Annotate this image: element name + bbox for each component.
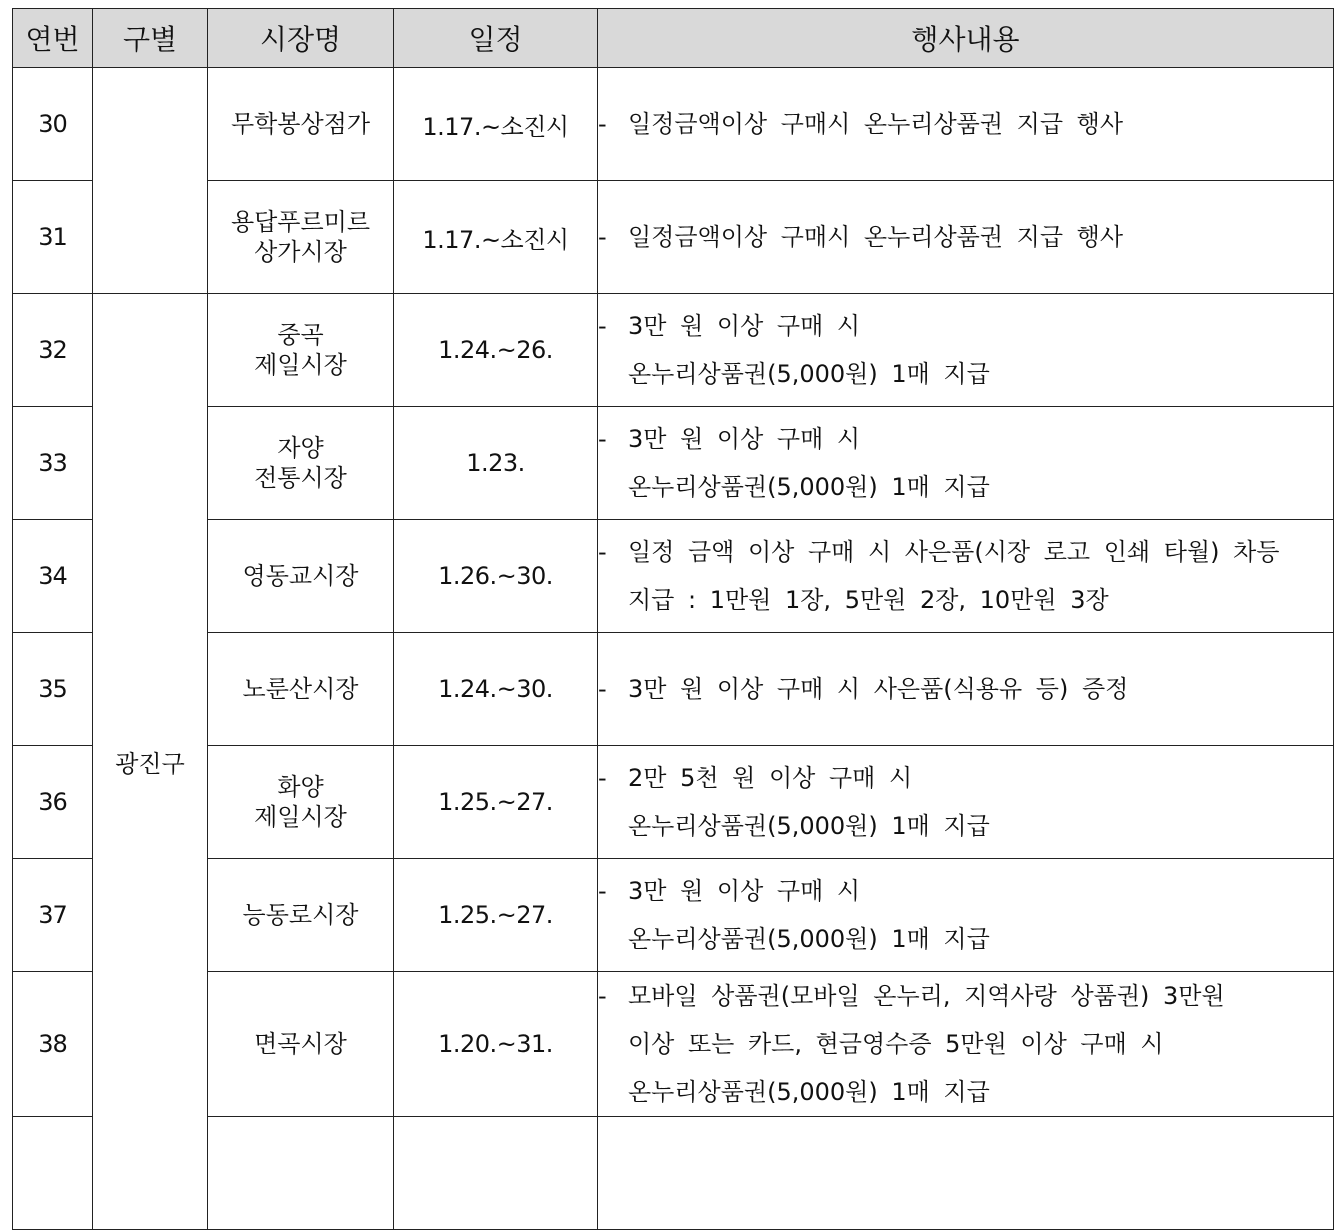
event-line: - 모바일 상품권(모바일 온누리, 지역사랑 상품권) 3만원 (598, 972, 1333, 1020)
market-name (208, 746, 394, 859)
table-row (13, 181, 1334, 294)
header-market: 시장명 (208, 9, 394, 68)
table-row (13, 520, 1334, 633)
schedule: 1.20.~31. (394, 972, 598, 1117)
empty-cell (208, 1117, 394, 1230)
row-number: 34 (13, 520, 93, 633)
event-line: 온누리상품권(5,000원) 1매 지급 (628, 473, 990, 501)
market-name-line: 능동로시장 (242, 901, 359, 929)
market-name (208, 181, 394, 294)
header-event: 행사내용 (598, 9, 1334, 68)
schedule: 1.17.~소진시 (394, 181, 598, 294)
market-name-line: 제일시장 (254, 803, 347, 831)
market-name-line: 화양 (277, 773, 324, 801)
market-name-line: 제일시장 (254, 351, 347, 379)
event-description (598, 746, 1334, 859)
market-name-line: 자양 (277, 434, 324, 462)
event-line: - 일정금액이상 구매시 온누리상품권 지급 행사 (598, 100, 1333, 148)
event-description (598, 972, 1334, 1117)
event-line: 온누리상품권(5,000원) 1매 지급 (628, 925, 990, 953)
event-description (598, 181, 1334, 294)
empty-cell (394, 1117, 598, 1230)
event-description (598, 633, 1334, 746)
row-number: 30 (13, 68, 93, 181)
table-row (13, 972, 1334, 1117)
event-description (598, 68, 1334, 181)
table-row (13, 68, 1334, 181)
header-no: 연번 (13, 9, 93, 68)
event-line: - 2만 5천 원 이상 구매 시 (598, 754, 1333, 802)
row-number: 35 (13, 633, 93, 746)
schedule: 1.26.~30. (394, 520, 598, 633)
row-number: 31 (13, 181, 93, 294)
market-name-line: 영동교시장 (242, 562, 359, 590)
market-name (208, 407, 394, 520)
schedule: 1.24.~30. (394, 633, 598, 746)
event-line: 온누리상품권(5,000원) 1매 지급 (628, 812, 990, 840)
market-name (208, 68, 394, 181)
market-name-line: 무학봉상점가 (230, 110, 371, 138)
event-description (598, 520, 1334, 633)
event-line: - 3만 원 이상 구매 시 (598, 302, 1333, 350)
schedule: 1.25.~27. (394, 859, 598, 972)
table-row (13, 294, 1334, 407)
table-body (13, 68, 1334, 1230)
event-line: - 3만 원 이상 구매 시 사은품(식용유 등) 증정 (598, 665, 1333, 713)
market-name-line: 전통시장 (254, 464, 347, 492)
row-number: 32 (13, 294, 93, 407)
market-name (208, 294, 394, 407)
market-name-line: 노룬산시장 (242, 675, 359, 703)
row-number: 33 (13, 407, 93, 520)
schedule: 1.24.~26. (394, 294, 598, 407)
header-row (13, 9, 1334, 68)
market-name (208, 972, 394, 1117)
event-line: 이상 또는 카드, 현금영수증 5만원 이상 구매 시 (628, 1030, 1164, 1058)
table-row (13, 407, 1334, 520)
empty-cell (598, 1117, 1334, 1230)
event-description (598, 407, 1334, 520)
row-number: 37 (13, 859, 93, 972)
event-line: - 일정 금액 이상 구매 시 사은품(시장 로고 인쇄 타월) 차등 (598, 528, 1333, 576)
market-name-line: 면곡시장 (254, 1030, 347, 1058)
event-line: - 3만 원 이상 구매 시 (598, 867, 1333, 915)
market-name (208, 859, 394, 972)
event-description (598, 859, 1334, 972)
market-name (208, 520, 394, 633)
market-event-table (12, 8, 1334, 1230)
market-name-line: 중곡 (277, 321, 324, 349)
table-row (13, 859, 1334, 972)
event-line: 온누리상품권(5,000원) 1매 지급 (628, 1078, 990, 1106)
market-name-line: 상가시장 (254, 238, 347, 266)
table-row (13, 633, 1334, 746)
schedule: 1.23. (394, 407, 598, 520)
event-line: 온누리상품권(5,000원) 1매 지급 (628, 360, 990, 388)
event-description (598, 294, 1334, 407)
schedule: 1.25.~27. (394, 746, 598, 859)
table-row (13, 746, 1334, 859)
header-district: 구별 (93, 9, 208, 68)
header-schedule: 일정 (394, 9, 598, 68)
market-name-line: 용답푸르미르 (230, 208, 371, 236)
district-cell-group-1 (93, 68, 208, 294)
market-name (208, 633, 394, 746)
district-cell-group-2: 광진구 (93, 294, 208, 1230)
event-line: - 3만 원 이상 구매 시 (598, 415, 1333, 463)
event-line: 지급 : 1만원 1장, 5만원 2장, 10만원 3장 (628, 586, 1109, 614)
table-row-partial (13, 1117, 1334, 1230)
event-line: - 일정금액이상 구매시 온누리상품권 지급 행사 (598, 213, 1333, 261)
empty-cell (13, 1117, 93, 1230)
row-number: 38 (13, 972, 93, 1117)
schedule: 1.17.~소진시 (394, 68, 598, 181)
row-number: 36 (13, 746, 93, 859)
